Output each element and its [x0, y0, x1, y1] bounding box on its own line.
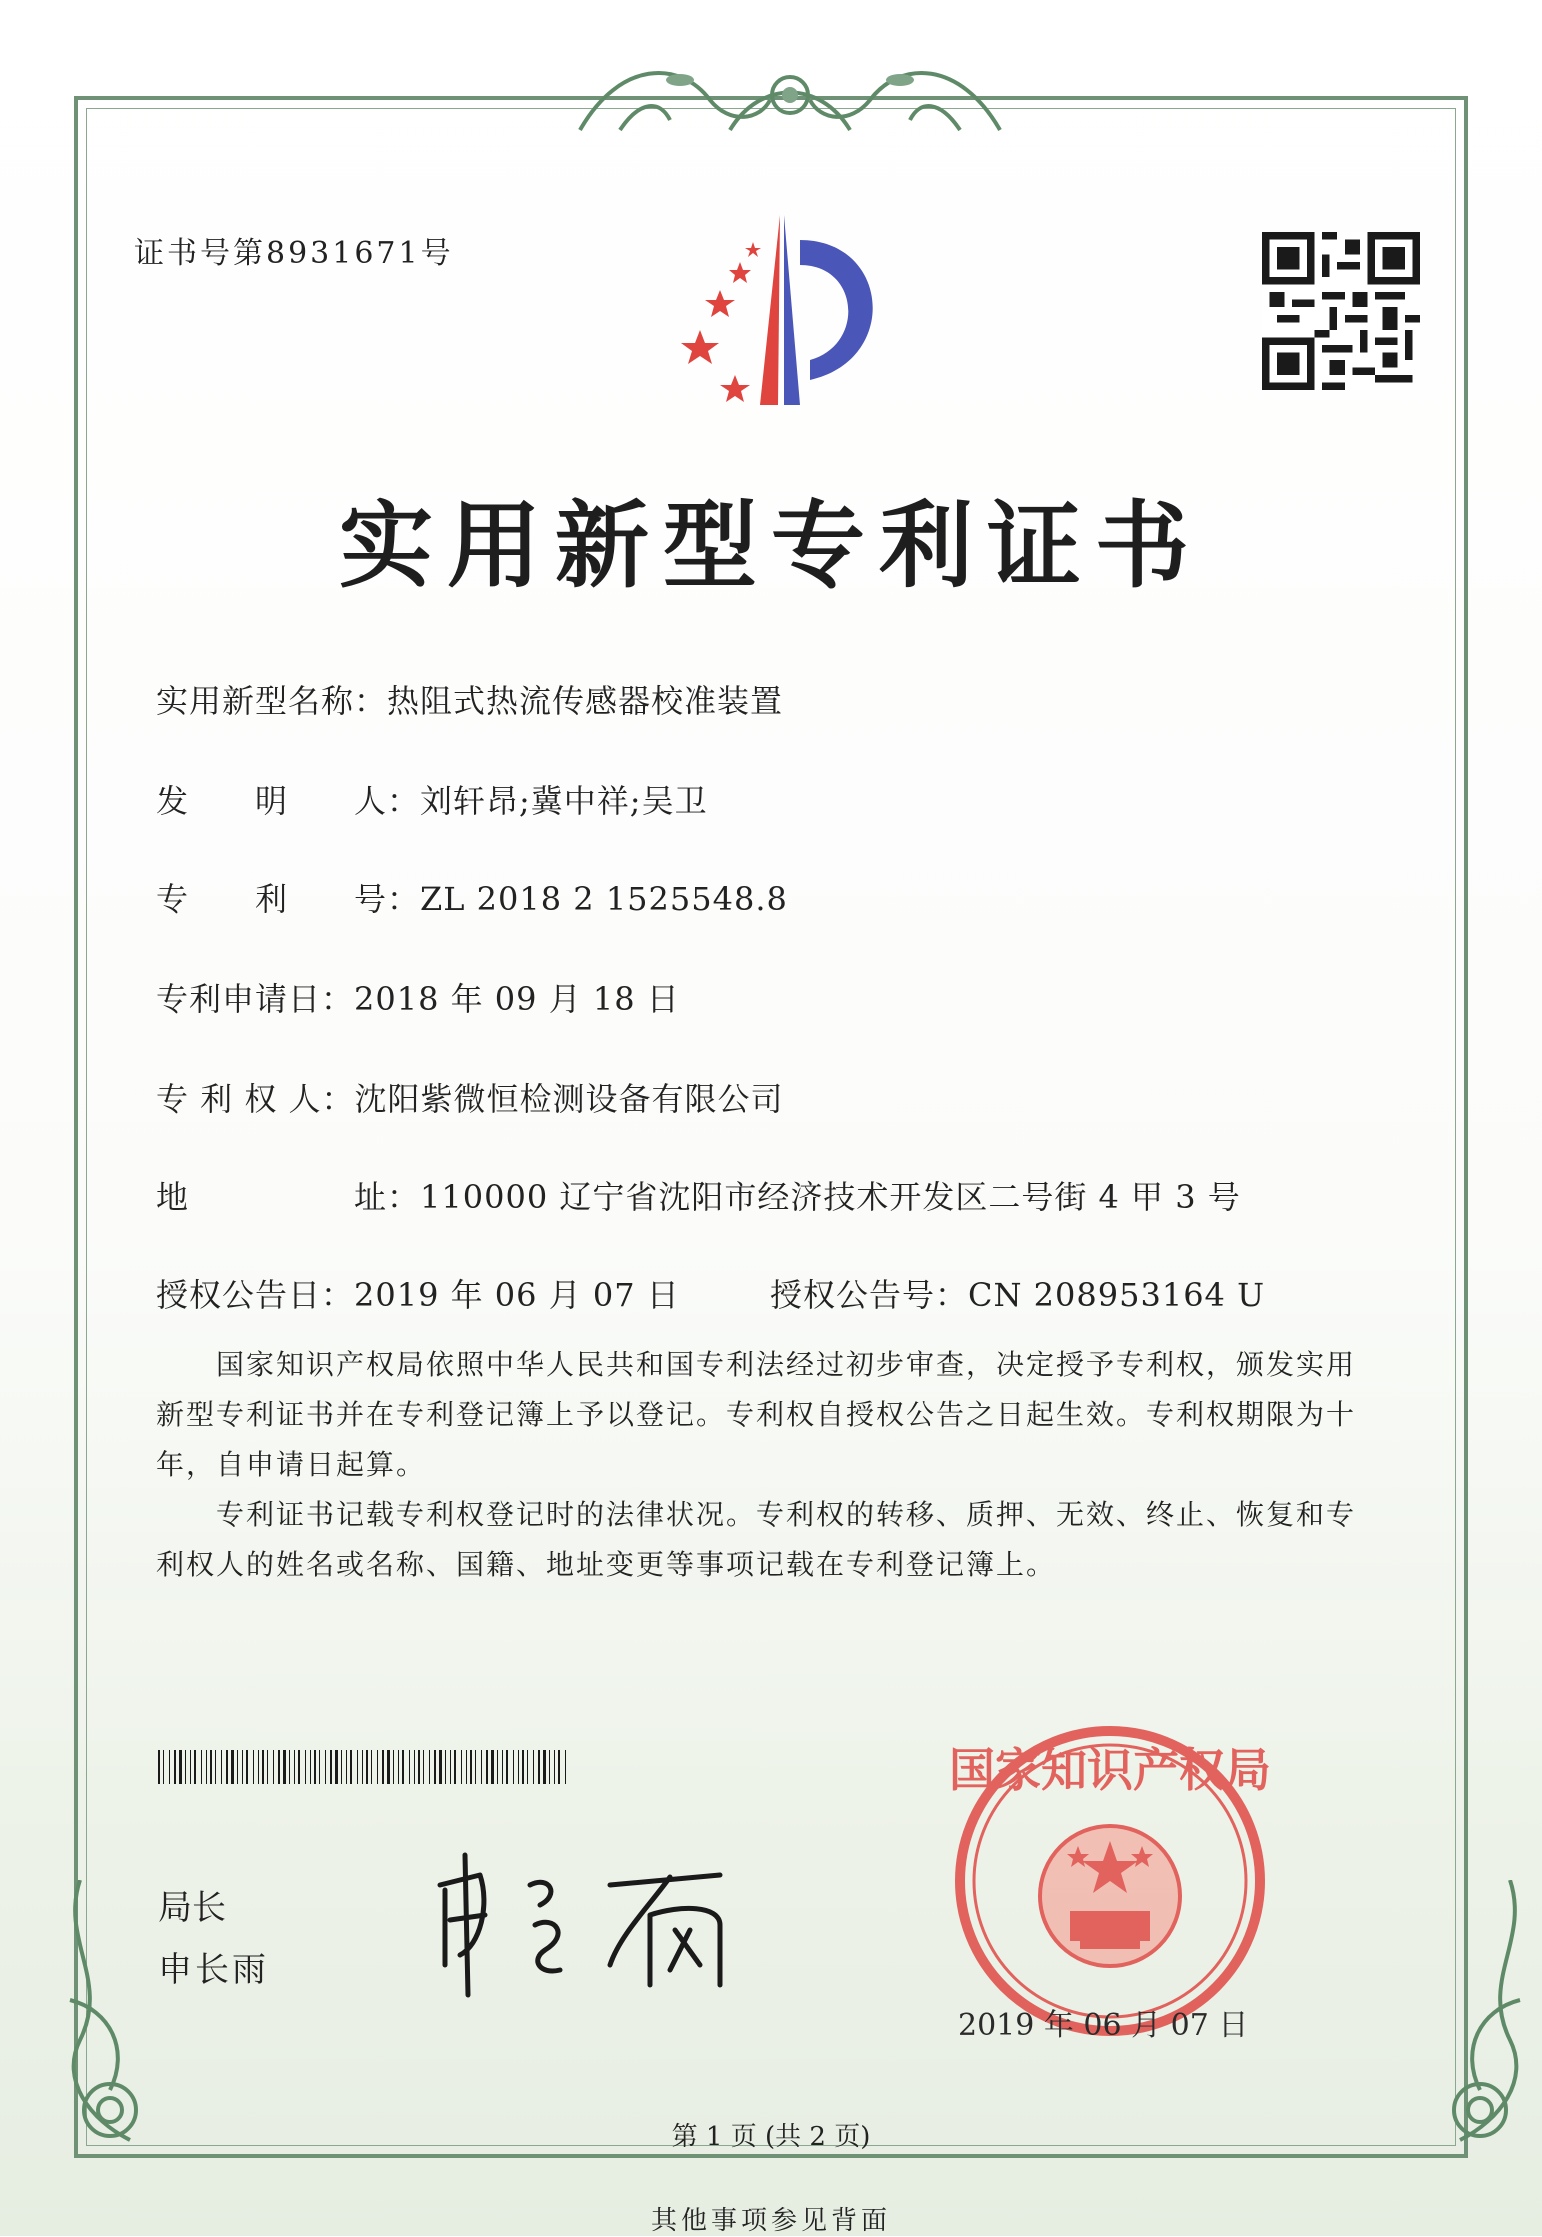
- address-label: 地 址：: [156, 1178, 421, 1216]
- director-name: 申长雨: [158, 1950, 269, 1990]
- grant-date-label: 授权公告日：: [156, 1276, 355, 1314]
- barcode: [158, 1750, 570, 1784]
- filing-date-row: [156, 974, 680, 1020]
- qr-code: [1262, 232, 1420, 390]
- patentee-label: 专 利 权 人：: [156, 1080, 355, 1118]
- paragraph1-line3: 年，自申请日起算。: [156, 1448, 427, 1481]
- paragraph2-line2: 利权人的姓名或名称、国籍、地址变更等事项记载在专利登记簿上。: [156, 1548, 1057, 1581]
- filing-date-label: 专利申请日：: [156, 980, 355, 1018]
- certificate-title: 实用新型专利证书: [338, 491, 1203, 601]
- inventor-label: 发 明 人：: [156, 782, 421, 820]
- paragraph2-line1: 专利证书记载专利权登记时的法律状况。专利权的转移、质押、无效、终止、恢复和专: [156, 1498, 1357, 1531]
- handwritten-signature: [420, 1845, 780, 2005]
- patent-number-value: ZL 2018 2 1525548.8: [420, 880, 788, 918]
- patent-office-logo: [660, 210, 900, 410]
- patentee-value: 沈阳紫微恒检测设备有限公司: [354, 1080, 784, 1118]
- address-row: [156, 1172, 1241, 1218]
- grant-number-value: CN 208953164 U: [968, 1276, 1266, 1314]
- utility-model-name-row: [156, 676, 783, 722]
- top-ornament: [560, 40, 1020, 150]
- grant-date-value: 2019 年 06 月 07 日: [354, 1276, 680, 1314]
- inventor-value: 刘轩昂;冀中祥;吴卫: [420, 782, 708, 820]
- filing-date-value: 2018 年 09 月 18 日: [354, 980, 680, 1018]
- director-title: 局长: [158, 1888, 226, 1928]
- seal-text: 国家知识产权局: [949, 1743, 1271, 1797]
- utility-model-name-label: 实用新型名称：: [156, 682, 388, 720]
- patent-number-label: 专 利 号：: [156, 880, 421, 918]
- footer-note: 其他事项参见背面: [650, 2206, 891, 2236]
- grant-number-label: 授权公告号：: [770, 1276, 969, 1314]
- address-value: 110000 辽宁省沈阳市经济技术开发区二号街 4 甲 3 号: [420, 1178, 1241, 1216]
- utility-model-name-value: 热阻式热流传感器校准装置: [387, 682, 784, 720]
- patentee-row: [156, 1074, 784, 1120]
- page-number: 第 1 页 (共 2 页): [671, 2122, 871, 2152]
- paragraph1-line2: 新型专利证书并在专利登记簿上予以登记。专利权自授权公告之日起生效。专利权期限为十: [156, 1398, 1357, 1431]
- grant-number-row: [770, 1270, 1265, 1316]
- patent-number-row: [156, 874, 788, 920]
- grant-date-row: [156, 1270, 680, 1316]
- inventor-row: [156, 776, 708, 822]
- grant-statement-paragraph: [156, 1340, 1386, 1590]
- certificate-number: 证书号第8931671号: [134, 236, 454, 271]
- paragraph1-line1: 国家知识产权局依照中华人民共和国专利法经过初步审查，决定授予专利权，颁发实用: [156, 1348, 1357, 1381]
- seal-date: 2019 年 06 月 07 日: [958, 2008, 1249, 2043]
- official-seal: [920, 1716, 1300, 2046]
